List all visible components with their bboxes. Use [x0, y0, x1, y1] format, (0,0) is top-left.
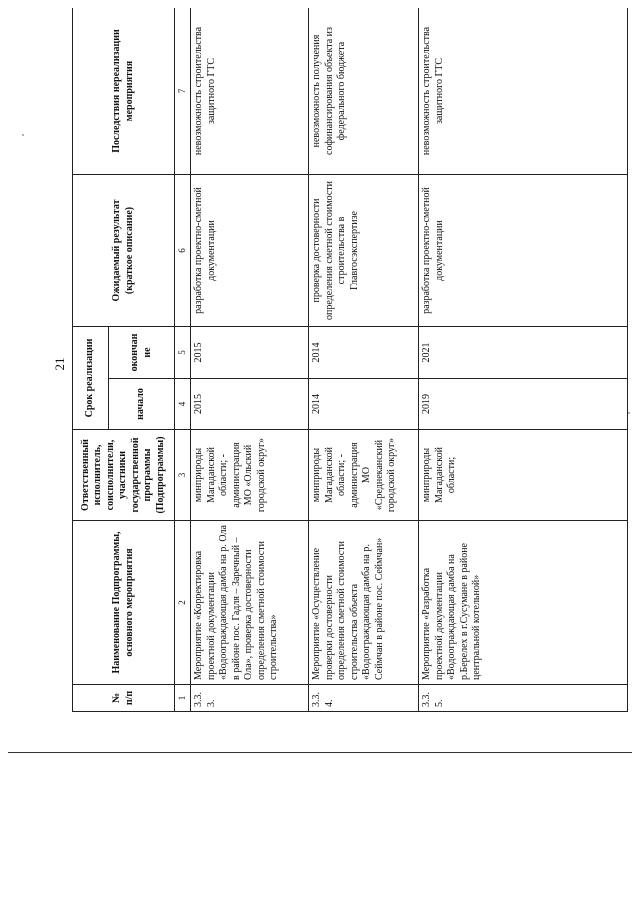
- row-num: 3.3.4.: [309, 685, 419, 712]
- page-number: 21: [52, 357, 67, 371]
- row-name: Мероприятие «Осуществление проверки достоверности определения сметной стоимости строительства объекта «Водоограждающая дамба на р. Сеймчан в районе пос. Сеймчан»: [309, 521, 419, 685]
- header-executor: Ответственный исполнитель, соисполнители, участники государственной программы (Подпрограммы): [73, 430, 175, 521]
- row-name: Мероприятие «Корректировка проектной документации «Водоограждающая дамба на р. Ола в районе пос. Гадля – Заречный – Ола», проверка достоверности определения сметной стоимости строительства»: [191, 521, 309, 685]
- row-executor: минприроды Магаданской области; - администрация МО «Ольский городской округ»: [191, 430, 309, 521]
- table-row: [309, 8, 419, 712]
- header-term: Срок реализации: [73, 327, 109, 430]
- header-consequence: Последствия нереализации мероприятия: [73, 8, 175, 175]
- column-number: 4: [175, 379, 191, 430]
- table-row: [419, 8, 628, 712]
- column-number: 3: [175, 430, 191, 521]
- row-name: Мероприятие «Разработка проектной документации «Водоограждающая дамба на р.Берелех в г.Сусумане в районе центральной котельной»: [419, 521, 628, 685]
- column-number: 6: [175, 175, 191, 327]
- row-consequence: невозможность получения софинансирования объекта из федерального бюджета: [309, 8, 419, 175]
- row-end: 2021: [419, 327, 628, 379]
- header-name: Наименование Подпрограммы, основного мероприятия: [73, 521, 175, 685]
- header-end: окончание: [109, 327, 175, 379]
- page-separator-line: [8, 752, 632, 753]
- column-number: 2: [175, 521, 191, 685]
- row-consequence: невозможность строительства защитного ГТС: [419, 8, 628, 175]
- column-number: 7: [175, 8, 191, 175]
- rotated-table-container: [72, 8, 628, 712]
- row-start: 2014: [309, 379, 419, 430]
- header-result: Ожидаемый результат (краткое описание): [73, 175, 175, 327]
- row-executor: минприроды Магаданской области; - администрация МО «Среднеканский городской округ»: [309, 430, 419, 521]
- row-result: разработка проектно-сметной документации: [419, 175, 628, 327]
- scan-speck: [628, 412, 630, 414]
- table-frame: [72, 8, 628, 712]
- header-start: начало: [109, 379, 175, 430]
- row-start: 2019: [419, 379, 628, 430]
- header-row-top: [73, 8, 109, 712]
- measures-table: [72, 8, 628, 712]
- table-row: [191, 8, 309, 712]
- row-consequence: невозможность строительства защитного ГТС: [191, 8, 309, 175]
- row-start: 2015: [191, 379, 309, 430]
- column-number: 5: [175, 327, 191, 379]
- row-num: 3.3.5.: [419, 685, 628, 712]
- column-number-row: [175, 8, 191, 712]
- header-num: № п/п: [73, 685, 175, 712]
- row-end: 2015: [191, 327, 309, 379]
- row-result: разработка проектно-сметной документации: [191, 175, 309, 327]
- scan-speck: [22, 134, 24, 136]
- column-number: 1: [175, 685, 191, 712]
- row-executor: минприроды Магаданской области;: [419, 430, 628, 521]
- row-result: проверка достоверности определения сметной стоимости строительства в Главгосэкспертизе: [309, 175, 419, 327]
- row-num: 3.3.3.: [191, 685, 309, 712]
- row-end: 2014: [309, 327, 419, 379]
